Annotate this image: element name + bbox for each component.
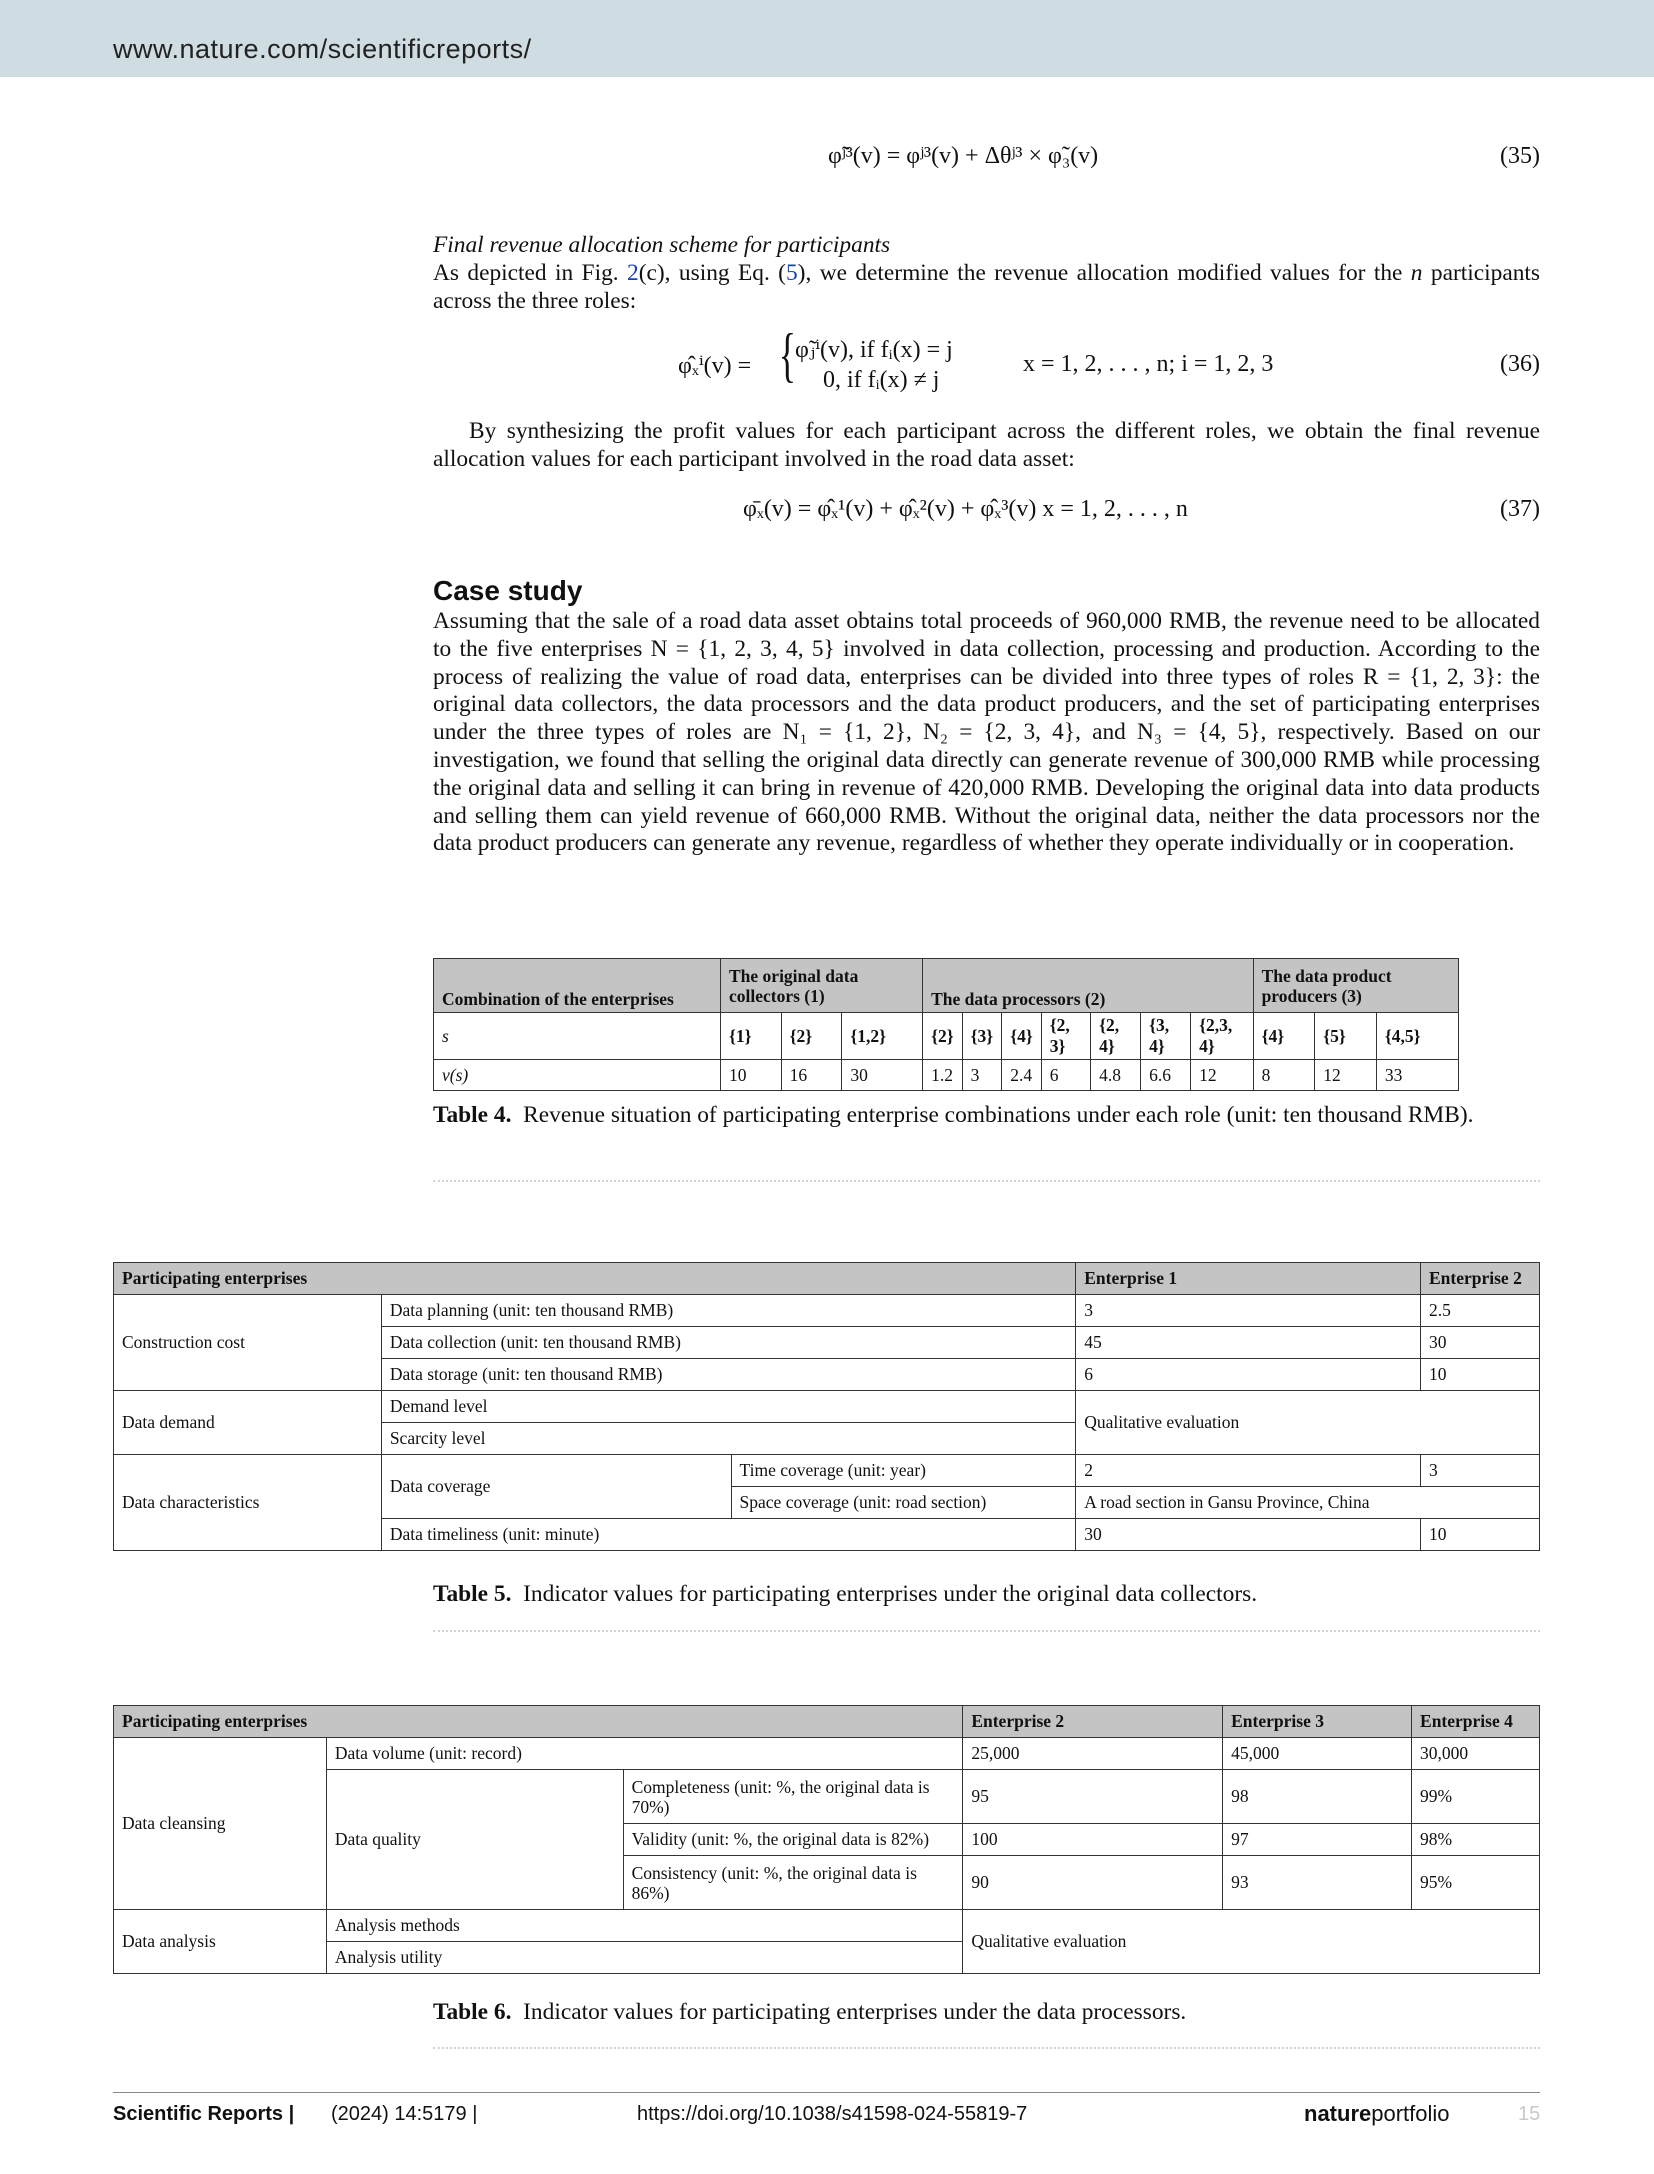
table4-label-v: v(s) <box>434 1060 721 1091</box>
paragraph-2: By synthesizing the profit values for each participant across the different roles, we obtain the final revenue allocation values for each participant involved in the road data asset: <box>433 418 1540 472</box>
table-cell: 12 <box>1315 1060 1377 1091</box>
case-study-paragraph: Assuming that the sale of a road data asset obtains total proceeds of 960,000 RMB, the revenue need to be allocated to the five enterprises N = {1, 2, 3, 4, 5} involved in data collection, processing and production. According to the process of realizing the value of road data, enterprises can be divided into three types of roles R = {1, 2, 3}: the original data collectors, the data processors and the data product producers, and the set of participating enterprises under the three types of roles are N₁ = {1, 2}, N₂ = {2, 3, 4}, and N₃ = {4, 5}, respectively. Based on our investigation, we found that selling the original data directly can generate revenue of 300,000 RMB while processing the original data and selling it can bring in revenue of 420,000 RMB. Developing the original data into data products and selling them can yield revenue of 660,000 RMB. Without the original data, neither the data processors nor the data product producers can generate any revenue, regardless of whether they operate individually or in cooperation. <box>433 608 1540 857</box>
table5-demand-level: Demand level <box>381 1391 1075 1423</box>
table-cell: 3 <box>962 1060 1002 1091</box>
table-cell: 2 <box>1076 1455 1421 1487</box>
table5-space-coverage: Space coverage (unit: road section) <box>731 1487 1076 1519</box>
table-5 <box>113 1262 1540 1551</box>
table-cell: {4} <box>1002 1013 1042 1060</box>
table-cell: {1,2} <box>842 1013 923 1060</box>
table5-time-coverage: Time coverage (unit: year) <box>731 1455 1076 1487</box>
table-cell: {4,5} <box>1376 1013 1458 1060</box>
equation-36-lhs: φ̂ₓⁱ(v) = <box>678 353 752 379</box>
table-cell: {2, 3} <box>1041 1013 1090 1060</box>
table5-qualitative: Qualitative evaluation <box>1076 1391 1540 1455</box>
table5-data-coverage: Data coverage <box>381 1455 731 1519</box>
equation-35 <box>433 143 1540 183</box>
table-cell: 30 <box>842 1060 923 1091</box>
table-6 <box>113 1705 1540 1974</box>
table6-analysis-methods: Analysis methods <box>326 1910 962 1942</box>
table4-header-role1: The original data collectors (1) <box>721 959 923 1013</box>
table5-construction-cost: Construction cost <box>114 1295 382 1391</box>
equation-36-case1: φ̃ⱼⁱ(v), if fᵢ(x) = j <box>795 337 953 363</box>
table-cell: 95% <box>1412 1856 1540 1910</box>
table6-validity: Validity (unit: %, the original data is 82%) <box>623 1824 963 1856</box>
equation-36 <box>433 322 1540 403</box>
journal-url[interactable]: www.nature.com/scientificreports/ <box>113 34 532 64</box>
table-cell: A road section in Gansu Province, China <box>1076 1487 1540 1519</box>
table5-caption: Table 5. Indicator values for participating enterprises under the original data collectors. <box>433 1581 1258 1607</box>
figure-link[interactable]: 2 <box>627 260 639 286</box>
table4-header-role3: The data product producers (3) <box>1253 959 1458 1013</box>
table6-analysis-utility: Analysis utility <box>326 1942 962 1974</box>
nature-portfolio-logo: natureportfolio <box>1304 2101 1450 2126</box>
table-cell: 30,000 <box>1412 1738 1540 1770</box>
table-cell: 97 <box>1223 1824 1412 1856</box>
table-cell: 6 <box>1041 1060 1090 1091</box>
table-cell: {2} <box>923 1013 963 1060</box>
table-cell: 10 <box>1420 1359 1539 1391</box>
journal-header-bar <box>0 0 1654 77</box>
table5-header-participating: Participating enterprises <box>114 1263 1076 1295</box>
table-cell: 6.6 <box>1141 1060 1191 1091</box>
table-cell: {5} <box>1315 1013 1377 1060</box>
footer-volume: (2024) 14:5179 | <box>331 2103 478 2125</box>
divider <box>433 1180 1540 1182</box>
table4-header-combination: Combination of the enterprises <box>434 959 721 1013</box>
table-cell: 98 <box>1223 1770 1412 1824</box>
table-cell: 90 <box>963 1856 1223 1910</box>
table4-label-s: s <box>434 1013 721 1060</box>
table-cell: {2} <box>781 1013 842 1060</box>
table-cell: 100 <box>963 1824 1223 1856</box>
table5-header-enterprise1: Enterprise 1 <box>1076 1263 1421 1295</box>
table5-timeliness: Data timeliness (unit: minute) <box>381 1519 1075 1551</box>
table-cell: {3, 4} <box>1141 1013 1191 1060</box>
table5-scarcity-level: Scarcity level <box>381 1423 1075 1455</box>
table-cell: 8 <box>1253 1060 1315 1091</box>
table6-data-cleansing: Data cleansing <box>114 1738 327 1910</box>
table5-header-enterprise2: Enterprise 2 <box>1420 1263 1539 1295</box>
case-study-heading: Case study <box>433 575 583 606</box>
divider <box>433 1630 1540 1632</box>
table6-header-enterprise4: Enterprise 4 <box>1412 1706 1540 1738</box>
table-cell: 25,000 <box>963 1738 1223 1770</box>
equation-36-condition: x = 1, 2, . . . , n; i = 1, 2, 3 <box>1023 351 1274 377</box>
table-cell: {4} <box>1253 1013 1315 1060</box>
table5-data-characteristics: Data characteristics <box>114 1455 382 1551</box>
table-cell: {2, 4} <box>1091 1013 1141 1060</box>
table6-header-enterprise2: Enterprise 2 <box>963 1706 1223 1738</box>
table6-data-analysis: Data analysis <box>114 1910 327 1974</box>
table-4 <box>433 958 1459 1091</box>
equation-37 <box>433 496 1540 536</box>
section-title: Final revenue allocation scheme for participants <box>433 232 891 258</box>
table5-storage: Data storage (unit: ten thousand RMB) <box>381 1359 1075 1391</box>
table6-header-participating: Participating enterprises <box>114 1706 963 1738</box>
table-cell: {2,3, 4} <box>1191 1013 1253 1060</box>
table4-header-role2: The data processors (2) <box>923 959 1253 1013</box>
table-cell: 12 <box>1191 1060 1253 1091</box>
table5-data-demand: Data demand <box>114 1391 382 1455</box>
table-cell: 30 <box>1076 1519 1421 1551</box>
table-cell: {1} <box>721 1013 782 1060</box>
footer-doi-link[interactable]: https://doi.org/10.1038/s41598-024-55819-7 <box>637 2103 1028 2125</box>
table6-volume: Data volume (unit: record) <box>326 1738 962 1770</box>
table-cell: 93 <box>1223 1856 1412 1910</box>
table-cell: 4.8 <box>1091 1060 1141 1091</box>
table-cell: 3 <box>1076 1295 1421 1327</box>
table6-header-enterprise3: Enterprise 3 <box>1223 1706 1412 1738</box>
equation-37-number: (37) <box>1500 496 1540 522</box>
paragraph-1: As depicted in Fig. 2(c), using Eq. (5), we determine the revenue allocation modified values for the n participants across the three roles: <box>433 260 1540 314</box>
equation-35-expr: φ̃ʲ³(v) = φʲ³(v) + Δθʲ³ × φ̃₃(v) <box>828 143 1099 169</box>
divider <box>433 2047 1540 2049</box>
table-cell: 1.2 <box>923 1060 963 1091</box>
page-number: 15 <box>1518 2103 1541 2125</box>
equation-37-expr: φ̄ₓ(v) = φ̂ₓ¹(v) + φ̂ₓ²(v) + φ̂ₓ³(v) x = 1, 2, . . . , n <box>743 496 1188 522</box>
table4-row-s <box>434 1013 1459 1060</box>
table-cell: 45 <box>1076 1327 1421 1359</box>
table-cell: 95 <box>963 1770 1223 1824</box>
table-cell: 30 <box>1420 1327 1539 1359</box>
table5-collection: Data collection (unit: ten thousand RMB) <box>381 1327 1075 1359</box>
table-cell: 98% <box>1412 1824 1540 1856</box>
equation-36-number: (36) <box>1500 351 1540 377</box>
table-cell: 33 <box>1376 1060 1458 1091</box>
table-cell: 3 <box>1420 1455 1539 1487</box>
table5-planning: Data planning (unit: ten thousand RMB) <box>381 1295 1075 1327</box>
table-cell: 10 <box>1420 1519 1539 1551</box>
table6-caption: Table 6. Indicator values for participating enterprises under the data processors. <box>433 1999 1187 2025</box>
table-cell: 45,000 <box>1223 1738 1412 1770</box>
table-cell: 16 <box>781 1060 842 1091</box>
footer-journal: Scientific Reports | <box>113 2103 295 2125</box>
table-cell: 10 <box>721 1060 782 1091</box>
table6-completeness: Completeness (unit: %, the original data is 70%) <box>623 1770 963 1824</box>
page-footer <box>113 2092 1540 2143</box>
table-cell: 2.4 <box>1002 1060 1042 1091</box>
equation-35-number: (35) <box>1500 143 1540 169</box>
table6-data-quality: Data quality <box>326 1770 623 1910</box>
table4-row-v <box>434 1060 1459 1091</box>
equation-link[interactable]: 5 <box>785 260 798 286</box>
table6-consistency: Consistency (unit: %, the original data is 86%) <box>623 1856 963 1910</box>
table-cell: 6 <box>1076 1359 1421 1391</box>
equation-36-brace: { <box>778 322 797 388</box>
table-cell: 2.5 <box>1420 1295 1539 1327</box>
table4-caption: Table 4. Revenue situation of participating enterprise combinations under each role (unit: ten thousand RMB). <box>433 1102 1474 1128</box>
equation-36-case2: 0, if fᵢ(x) ≠ j <box>823 367 940 393</box>
table-cell: 99% <box>1412 1770 1540 1824</box>
table-cell: {3} <box>962 1013 1002 1060</box>
table6-qualitative: Qualitative evaluation <box>963 1910 1540 1974</box>
